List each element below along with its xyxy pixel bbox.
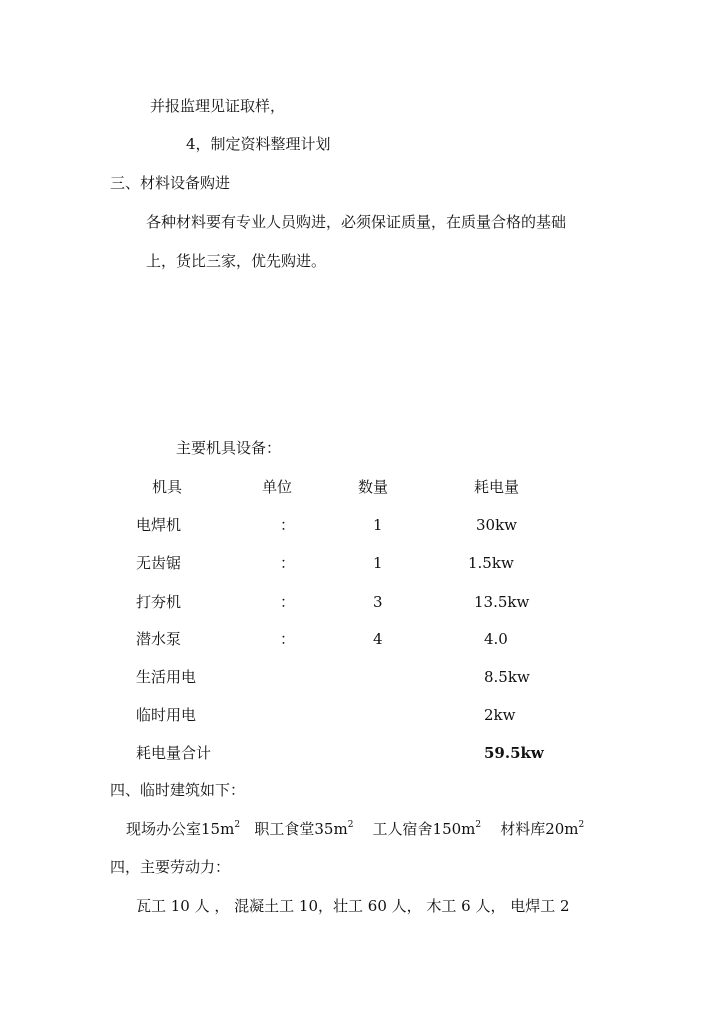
temporary-buildings-line [126,819,584,839]
row-power: 13.5kw [474,593,530,611]
row-power: 2kw [484,706,516,724]
labor-line: 瓦工 10 人 ， 混凝土工 10，壮工 60 人， 木工 6 人， 电焊工 2 [136,897,570,915]
header-unit: 单位 [262,478,293,496]
building-area: 35m [314,820,348,838]
building-name: 职工食堂 [254,820,315,838]
building-name: 现场办公室 [126,820,202,838]
total-value: 59.5kw [484,744,544,762]
section-4-heading: 四、临时建筑如下： [110,781,246,799]
row-name: 电焊机 [136,516,182,534]
building-name: 材料库 [500,820,546,838]
building-area: 20m [545,820,579,838]
header-equipment: 机具 [152,478,183,496]
total-label: 耗电量合计 [136,744,212,762]
row-name: 打夯机 [136,593,182,611]
row-unit: ： [280,554,296,572]
header-quantity: 数量 [358,478,389,496]
building-area-superscript: 2 [475,820,482,830]
building-area: 15m [201,820,235,838]
header-power: 耗电量 [474,478,520,496]
row-power: 1.5kw [468,554,514,572]
building-area-superscript: 2 [347,820,354,830]
row-quantity: 4 [373,630,383,648]
building-area-superscript: 2 [234,820,241,830]
building-area: 150m [432,820,476,838]
intro-line-1: 并报监理见证取样， [150,97,286,115]
row-unit: ： [280,593,296,611]
row-name: 临时用电 [136,706,197,724]
section-3-paragraph-line-1: 各种材料要有专业人员购进，必须保证质量，在质量合格的基础 [146,213,567,231]
intro-line-2: 4，制定资料整理计划 [186,135,331,153]
row-unit: ： [280,516,296,534]
building-name: 工人宿舍 [372,820,433,838]
section-5-heading: 四，主要劳动力： [110,858,231,876]
row-power: 30kw [476,516,518,534]
section-3-heading: 三、材料设备购进 [110,174,231,192]
building-area-superscript: 2 [578,820,585,830]
row-quantity: 1 [373,516,383,534]
row-name: 无齿锯 [136,554,182,572]
row-unit: ： [280,630,296,648]
row-quantity: 3 [373,593,383,611]
row-name: 潜水泵 [136,630,182,648]
section-3-paragraph-line-2: 上，货比三家，优先购进。 [146,252,327,270]
row-power: 8.5kw [484,668,530,686]
equipment-title: 主要机具设备： [176,439,282,457]
row-quantity: 1 [373,554,383,572]
row-name: 生活用电 [136,668,197,686]
row-power: 4.0 [484,630,508,648]
